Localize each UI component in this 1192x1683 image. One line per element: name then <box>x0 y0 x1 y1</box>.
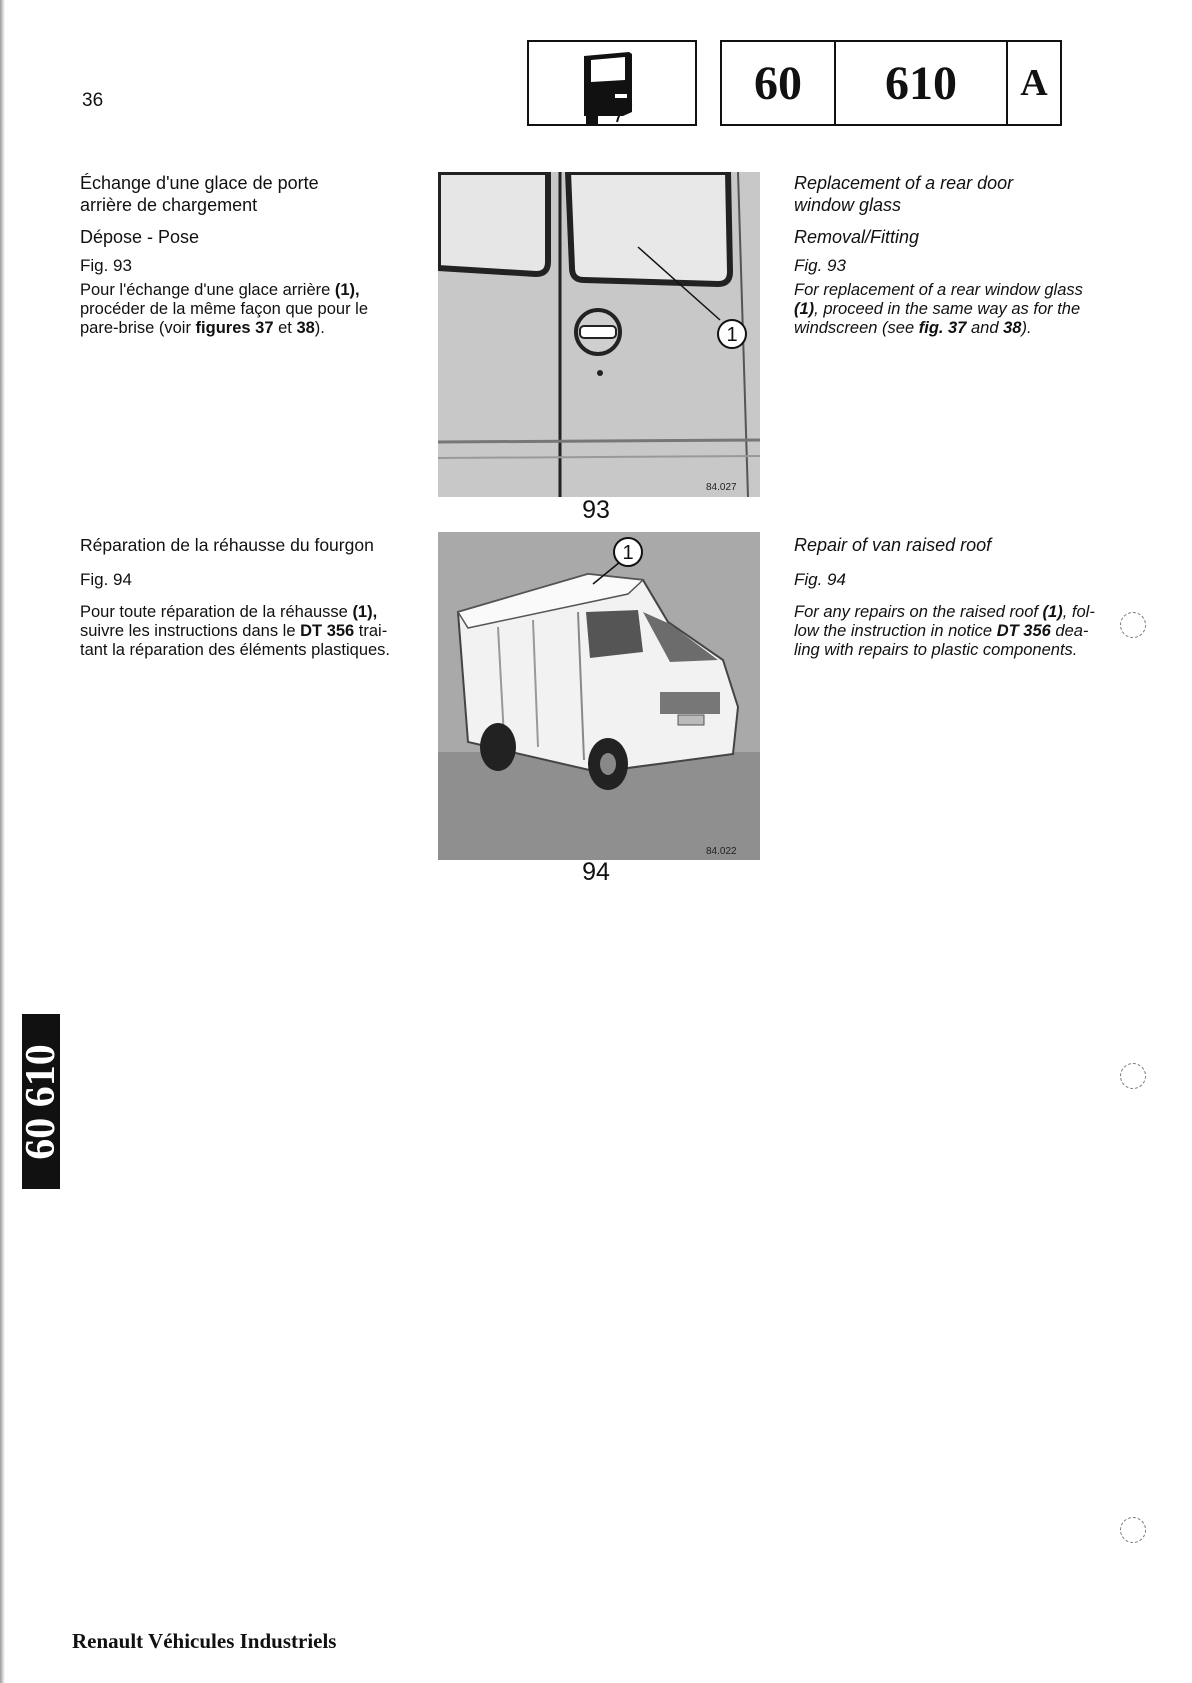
code-sub: 610 <box>836 42 1008 124</box>
side-section-tab-label: 60 610 <box>18 1043 64 1160</box>
fr-title-93: Échange d'une glace de porte arrière de chargement <box>80 173 319 215</box>
photo-code-94: 84.022 <box>706 846 737 857</box>
fr-subtitle-93: Dépose - Pose <box>80 227 200 247</box>
side-section-tab <box>18 1014 64 1189</box>
section-code-box <box>720 40 1062 126</box>
en-title-94: Repair of van raised roof <box>794 535 992 555</box>
fr-section-93 <box>80 172 410 338</box>
figure-number-93: 93 <box>582 496 610 524</box>
callout-label-93: 1 <box>726 324 738 346</box>
punch-hole <box>1120 612 1146 638</box>
code-letter: A <box>1020 62 1048 104</box>
photo-fig-94 <box>438 532 760 860</box>
header-icon-box <box>527 40 697 126</box>
punch-hole <box>1120 1063 1146 1089</box>
photo-code-93: 84.027 <box>706 482 737 493</box>
en-section-93 <box>794 172 1124 338</box>
punch-hole <box>1120 1517 1146 1543</box>
page-number: 36 <box>82 90 104 111</box>
callout-label-94: 1 <box>622 542 634 564</box>
code-main: 60 <box>722 42 836 124</box>
en-section-94 <box>794 534 1124 660</box>
fr-body-93: Pour l'échange d'une glace arrière (1), procéder de la même façon que pour le pare-brise (voir figures 37 et 38). <box>80 281 369 337</box>
fr-body-94: Pour toute réparation de la réhausse (1), suivre les instructions dans le DT 356 trai- tant la réparation des éléments plastiques. <box>80 603 391 659</box>
photo-fig-93 <box>438 172 760 497</box>
en-subtitle-93: Removal/Fitting <box>794 227 920 247</box>
van-door-icon <box>529 42 695 124</box>
en-fig-label-94: Fig. 94 <box>794 570 846 589</box>
fr-title-94: Réparation de la réhausse du fourgon <box>80 535 374 555</box>
en-fig-label-93: Fig. 93 <box>794 256 846 275</box>
en-body-94: For any repairs on the raised roof (1), fol- low the instruction in notice DT 356 dea- ling with repairs to plastic components. <box>794 603 1095 659</box>
fr-fig-label-94: Fig. 94 <box>80 570 132 589</box>
figure-number-94: 94 <box>582 858 610 886</box>
en-body-93: For replacement of a rear window glass (1), proceed in the same way as for the windscreen (see fig. 37 and 38). <box>794 281 1083 337</box>
page-left-edge <box>0 0 5 1683</box>
footer-publisher: Renault Véhicules Industriels <box>72 1629 337 1653</box>
fr-section-94 <box>80 534 420 660</box>
en-title-93: Replacement of a rear door window glass <box>794 173 1014 215</box>
fr-fig-label-93: Fig. 93 <box>80 256 132 275</box>
